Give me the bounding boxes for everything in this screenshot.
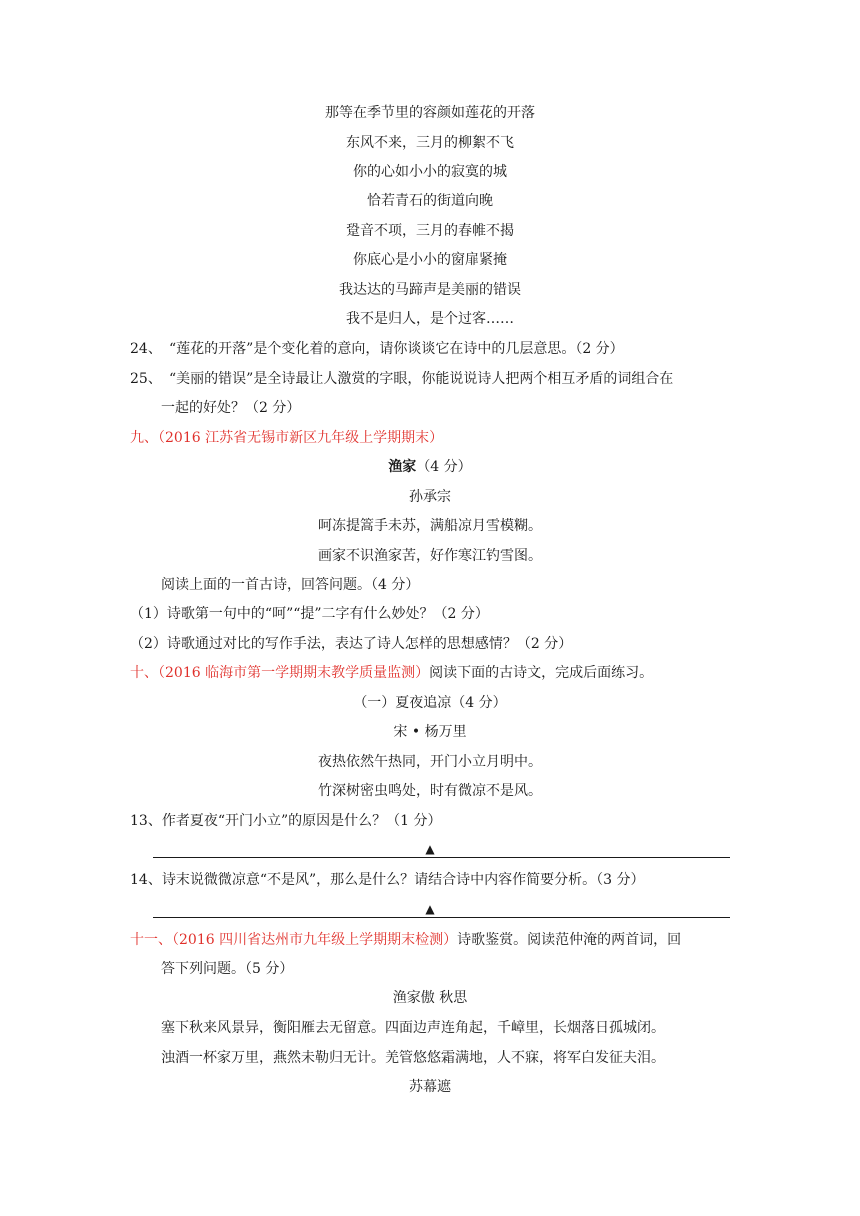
poem-line: 我不是归人，是个过客……	[346, 311, 514, 327]
question-13: 13、作者夏夜“开门小立”的原因是什么？（1 分）	[130, 813, 442, 829]
next-poem-title: 苏幕遮	[409, 1079, 451, 1095]
poem-title: （一）夏夜追凉（4 分）	[353, 695, 507, 711]
poem-line: 浊酒一杯家万里，燕然未勒归无计。羌管悠悠霜满地，人不寐，将军白发征夫泪。	[161, 1050, 665, 1066]
section-heading	[130, 663, 653, 683]
poem-line: 恰若青石的街道向晚	[367, 193, 493, 209]
poem-line: 呵冻提篙手未苏，满船凉月雪模糊。	[318, 518, 542, 534]
sub-question: （1）诗歌第一句中的“呵”“提”二字有什么妙处？（2 分）	[130, 606, 489, 622]
poem-title: 渔家傲 秋思	[392, 990, 468, 1006]
question-14: 14、诗末说微微凉意“不是风”，那么是什么？请结合诗中内容作简要分析。（3 分）	[130, 872, 645, 888]
question-24: “莲花的开落”是个变化着的意向，请你谈谈它在诗中的几层意思。（2 分）	[169, 341, 624, 357]
section-heading-instruction: 诗歌鉴赏。阅读范仲淹的两首词，回	[457, 932, 682, 948]
question-25-continued: 一起的好处？（2 分）	[161, 400, 301, 416]
sub-question: （2）诗歌通过对比的写作手法，表达了诗人怎样的思想感情？（2 分）	[130, 636, 573, 652]
poem-line: 那等在季节里的容颜如莲花的开落	[325, 105, 535, 121]
section-heading-continued: 答下列问题。（5 分）	[161, 961, 294, 977]
poem-line: 塞下秋来风景异，衡阳雁去无留意。四面边声连角起，千嶂里，长烟落日孤城闭。	[161, 1020, 665, 1036]
question-number: 25、	[130, 371, 162, 387]
poem-line: 你底心是小小的窗扉紧掩	[353, 252, 507, 268]
poem-author: 宋 • 杨万里	[393, 724, 467, 740]
section-heading-instruction: 阅读下面的古诗文，完成后面练习。	[429, 665, 654, 681]
poem-line: 你的心如小小的寂寞的城	[353, 164, 507, 180]
answer-triangle-icon: ▲	[425, 842, 435, 856]
poem-score: （4 分）	[416, 459, 472, 475]
answer-line	[153, 857, 730, 858]
poem-line: 竹深树密虫鸣处，时有微凉不是风。	[318, 783, 542, 799]
section-heading-source: 十、（2016 临海市第一学期期末教学质量监测）	[130, 665, 430, 681]
question-25: “美丽的错误”是全诗最让人激赏的字眼，你能说说诗人把两个相互矛盾的词组合在	[169, 371, 674, 387]
poem-line: 夜热依然午热同，开门小立月明中。	[318, 754, 542, 770]
section-heading	[130, 930, 681, 950]
question-number: 24、	[130, 341, 162, 357]
poem-author: 孙承宗	[409, 489, 451, 505]
section-heading-source: 十一、（2016 四川省达州市九年级上学期期末检测）	[130, 932, 458, 948]
poem-title-line	[0, 457, 860, 477]
answer-line	[153, 917, 730, 918]
poem-line: 跫音不项，三月的春帷不揭	[346, 223, 514, 239]
poem-line: 东风不来，三月的柳絮不飞	[346, 135, 514, 151]
poem-title: 渔家	[388, 459, 417, 475]
section-heading: 九、（2016 江苏省无锡市新区九年级上学期期末）	[130, 430, 444, 446]
instruction: 阅读上面的一首古诗，回答问题。（4 分）	[161, 577, 420, 593]
poem-line: 画家不识渔家苦，好作寒江钓雪图。	[318, 548, 542, 564]
answer-triangle-icon: ▲	[425, 902, 435, 916]
poem-line: 我达达的马蹄声是美丽的错误	[339, 282, 521, 298]
